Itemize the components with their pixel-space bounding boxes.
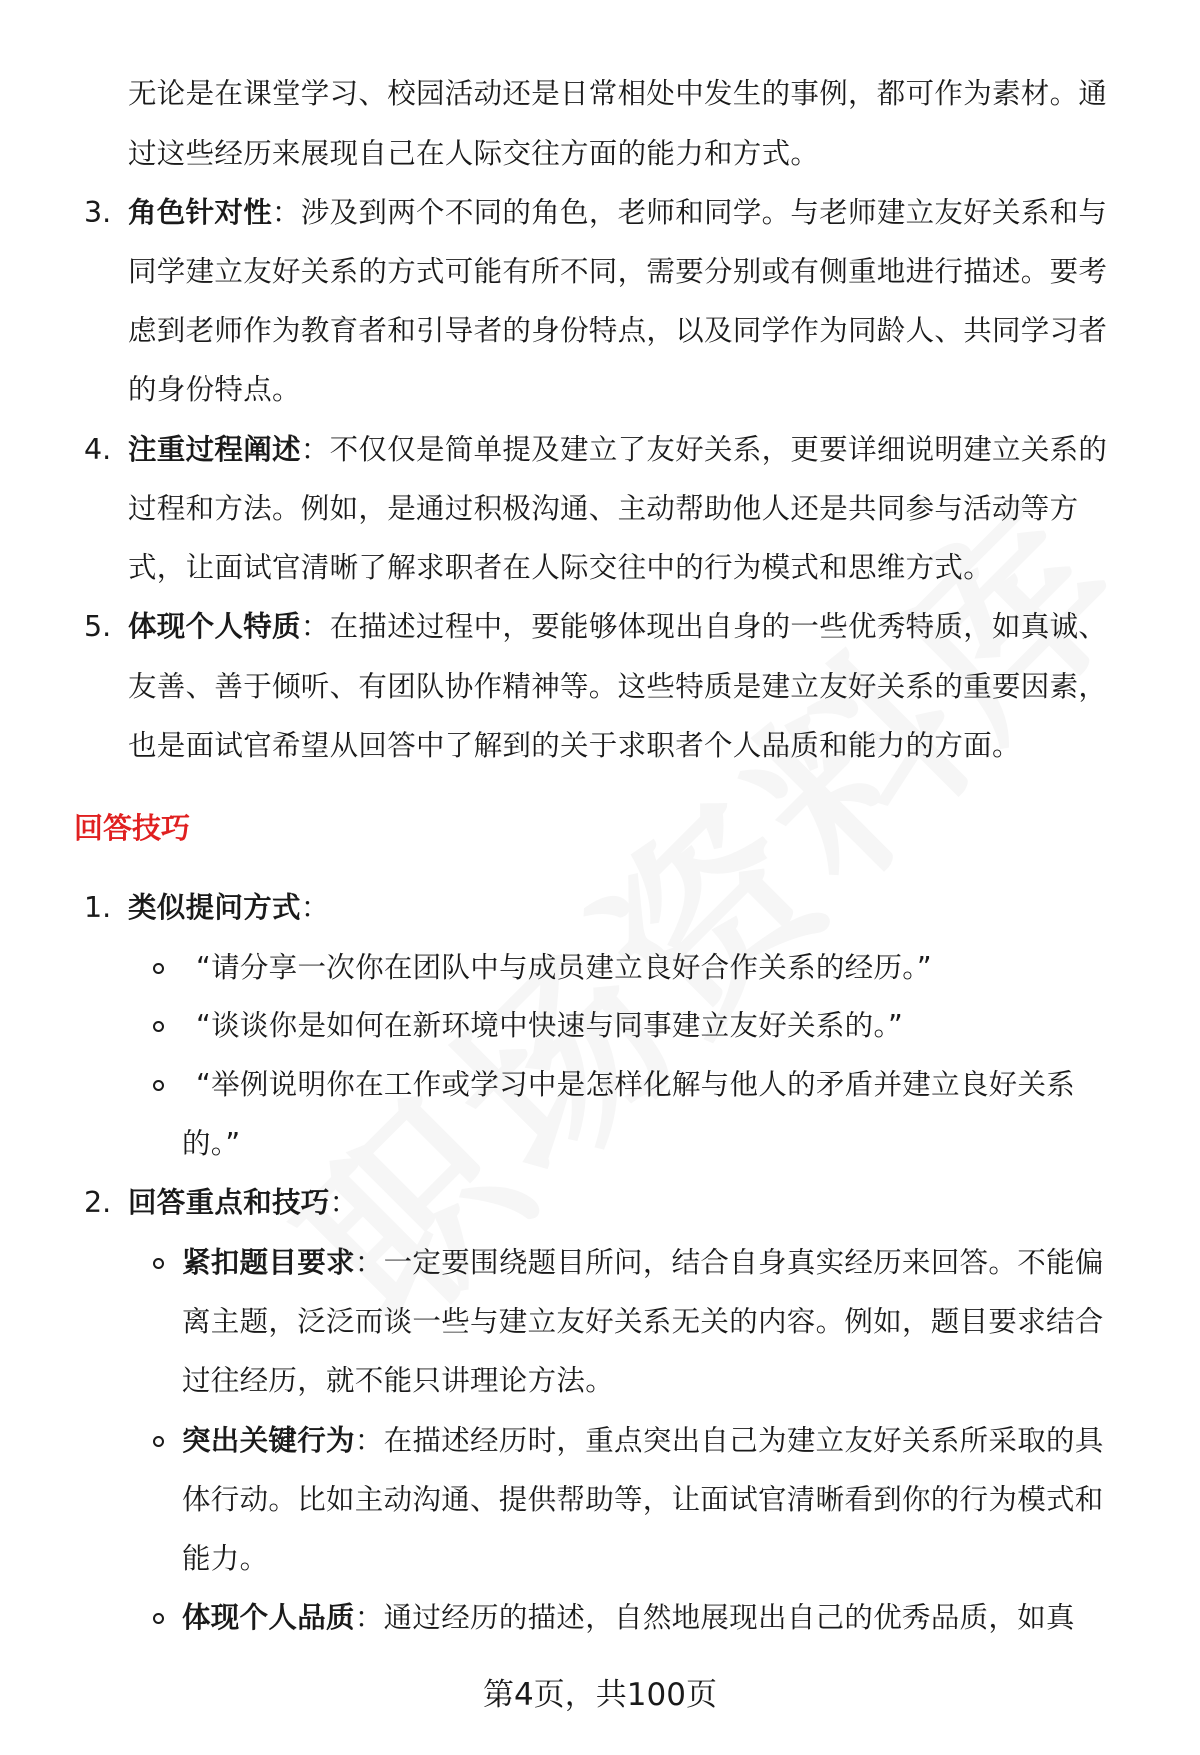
bullet-icon <box>153 1080 164 1091</box>
tips-2-colon: ： <box>329 1186 359 1219</box>
point-1-line-2: 离主题，泛泛而谈一些与建立友好关系无关的内容。例如，题目要求结合 <box>182 1305 1104 1338</box>
point-2-line-1 <box>182 1421 1104 1461</box>
tips-1-title: 类似提问方式 <box>128 891 301 924</box>
item-4-text: ：不仅仅是简单提及建立了友好关系，更要详细说明建立关系的 <box>300 433 1108 466</box>
item-4-title: 注重过程阐述 <box>128 433 301 466</box>
bullet-icon <box>153 1436 164 1447</box>
point-2-title: 突出关键行为 <box>182 1424 355 1457</box>
item-3-number: 3. <box>84 196 112 229</box>
bullet-icon <box>153 1258 164 1269</box>
item-3-title: 角色针对性 <box>128 196 273 229</box>
bullet-icon <box>153 963 164 974</box>
item-3-line-3: 虑到老师作为教育者和引导者的身份特点，以及同学作为同龄人、共同学习者 <box>128 314 1108 347</box>
point-2-line-3: 能力。 <box>182 1542 269 1575</box>
point-3-line-1 <box>182 1598 1075 1638</box>
point-1-text: ：一定要围绕题目所问，结合自身真实经历来回答。不能偏 <box>354 1246 1104 1279</box>
point-1-title: 紧扣题目要求 <box>182 1246 355 1279</box>
point-2-text: ：在描述经历时，重点突出自己为建立友好关系所采取的具 <box>354 1424 1104 1457</box>
tips-1-number: 1. <box>84 891 112 924</box>
item-5-line-3: 也是面试官希望从回答中了解到的关于求职者个人品质和能力的方面。 <box>128 729 1021 762</box>
item-4-number: 4. <box>84 433 112 466</box>
tips-1-colon: ： <box>300 891 330 924</box>
question-3-line-2: 的。” <box>182 1127 241 1160</box>
question-2: “谈谈你是如何在新环境中快速与同事建立友好关系的。” <box>196 1009 904 1042</box>
item-4-line-1 <box>128 430 1107 470</box>
question-3-line-1: “举例说明你在工作或学习中是怎样化解与他人的矛盾并建立良好关系 <box>196 1068 1076 1101</box>
bullet-icon <box>153 1021 164 1032</box>
item-3-text: ：涉及到两个不同的角色，老师和同学。与老师建立友好关系和与 <box>272 196 1108 229</box>
question-1: “请分享一次你在团队中与成员建立良好合作关系的经历。” <box>196 951 932 984</box>
item-5-line-2: 友善、善于倾听、有团队协作精神等。这些特质是建立友好关系的重要因素， <box>128 670 1108 703</box>
intro-line-1: 无论是在课堂学习、校园活动还是日常相处中发生的事例，都可作为素材。通 <box>128 77 1108 110</box>
item-4-line-3: 式，让面试官清晰了解求职者在人际交往中的行为模式和思维方式。 <box>128 551 993 584</box>
item-3-line-1 <box>128 193 1107 233</box>
item-5-title: 体现个人特质 <box>128 610 301 643</box>
item-5-line-1 <box>128 607 1107 647</box>
tips-2-number: 2. <box>84 1186 112 1219</box>
tips-2-heading <box>128 1183 358 1223</box>
bullet-icon <box>153 1613 164 1624</box>
point-3-text: ：通过经历的描述，自然地展现出自己的优秀品质，如真 <box>354 1601 1075 1634</box>
tips-1-heading <box>128 888 330 928</box>
item-3-line-2: 同学建立友好关系的方式可能有所不同，需要分别或有侧重地进行描述。要考 <box>128 255 1108 288</box>
section-title: 回答技巧 <box>74 811 191 845</box>
item-5-number: 5. <box>84 610 112 643</box>
page-number: 第4页，共100页 <box>483 1677 717 1713</box>
item-5-text: ：在描述过程中，要能够体现出自身的一些优秀特质，如真诚、 <box>300 610 1108 643</box>
item-4-line-2: 过程和方法。例如，是通过积极沟通、主动帮助他人还是共同参与活动等方 <box>128 492 1079 525</box>
tips-2-title: 回答重点和技巧 <box>128 1186 330 1219</box>
point-1-line-1 <box>182 1243 1104 1283</box>
point-1-line-3: 过往经历，就不能只讲理论方法。 <box>182 1364 615 1397</box>
intro-line-2: 过这些经历来展现自己在人际交往方面的能力和方式。 <box>128 137 820 170</box>
point-2-line-2: 体行动。比如主动沟通、提供帮助等，让面试官清晰看到你的行为模式和 <box>182 1483 1104 1516</box>
point-3-title: 体现个人品质 <box>182 1601 355 1634</box>
item-3-line-4: 的身份特点。 <box>128 373 301 406</box>
